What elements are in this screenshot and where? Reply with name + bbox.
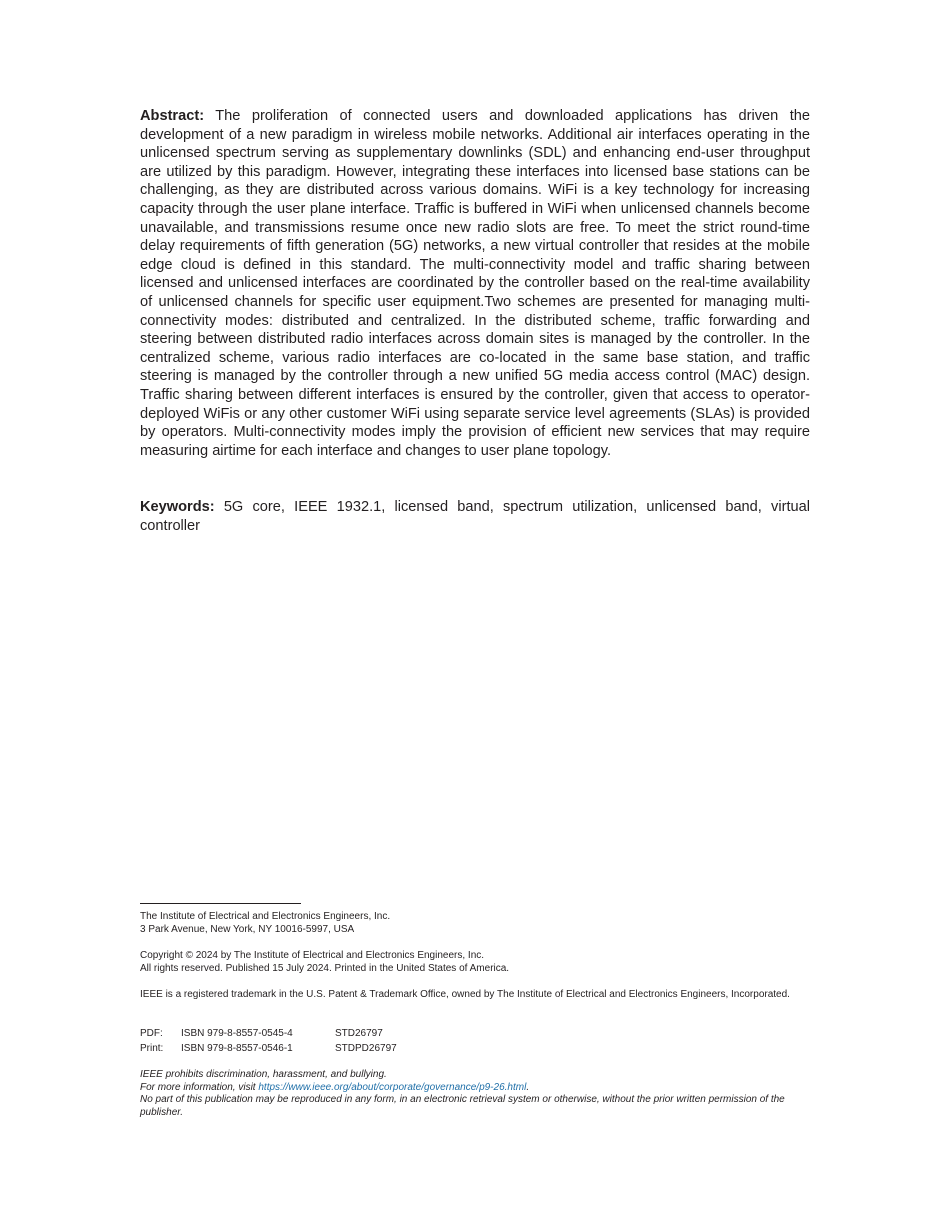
abstract-label: Abstract: (140, 108, 205, 124)
publisher-name: The Institute of Electrical and Electronics Engineers, Inc. (140, 911, 391, 922)
abstract-paragraph (140, 107, 810, 460)
isbn-code: STD26797 (335, 1028, 383, 1039)
trademark-notice: IEEE is a registered trademark in the U.S. Patent & Trademark Office, owned by The Institute of Electrical and Electronics Engineers, Incorporated. (140, 989, 790, 1000)
isbn-row-print (140, 1041, 397, 1056)
isbn-number: ISBN 979-8-8557-0546-1 (181, 1043, 293, 1055)
publisher-block (140, 911, 820, 936)
more-info-line (140, 1082, 820, 1095)
more-info-suffix: . (526, 1081, 530, 1093)
publisher-address: 3 Park Avenue, New York, NY 10016-5997, USA (140, 923, 355, 935)
isbn-block (140, 1026, 397, 1056)
harassment-policy: IEEE prohibits discrimination, harassment, and bullying. (140, 1069, 387, 1080)
copyright-block (140, 950, 820, 975)
isbn-row-pdf (140, 1026, 397, 1041)
legal-notice (140, 1069, 820, 1119)
rights-line: All rights reserved. Published 15 July 2024. Printed in the United States of America. (140, 962, 510, 974)
abstract-text: The proliferation of connected users and downloaded applications has driven the development of a new paradigm in wireless mobile networks. Additional air interfaces operating in the unlicensed spectrum serving as supplementary downlinks (SDL) and enhancing end-user throughput are utilized by this paradigm. However, integrating these interfaces into licensed base stations can be challenging, as they are distributed across various domains. WiFi is a key technology for increasing capacity through the user plane interface. Traffic is buffered in WiFi when unlicensed channels become unavailable, and transmissions resume once new radio slots are free. To meet the strict round-time delay requirements of fifth generation (5G) networks, a new virtual controller that resides at the mobile edge cloud is defined in this standard. The multi-connectivity model and traffic sharing between licensed and unlicensed interfaces are coordinated by the controller based on the real-time availability of unlicensed channels for specific user equipment.Two schemes are presented for managing multi-connectivity modes: distributed and centralized. In the distributed scheme, traffic forwarding and steering between distributed radio interfaces across domain sites is managed by the controller. In the centralized scheme, various radio interfaces are co-located in the same base station, and traffic steering is managed by the controller through a new unified 5G media access control (MAC) design. Traffic sharing between different interfaces is ensured by the controller, given that access to operator-deployed WiFis or any other customer WiFi using separate service level agreements (SLAs) is provided by operators. Multi-connectivity modes imply the provision of efficient new services that may require measuring airtime for each interface and changes to user plane topology. (140, 108, 810, 459)
isbn-code: STDPD26797 (335, 1043, 397, 1055)
copyright-line: Copyright © 2024 by The Institute of Electrical and Electronics Engineers, Inc. (140, 950, 485, 961)
more-info-prefix: For more information, visit (140, 1081, 259, 1093)
reproduction-notice: No part of this publication may be reproduced in any form, in an electronic retrieval system or otherwise, without the prior written permission of the publisher. (140, 1094, 785, 1118)
keywords-text: 5G core, IEEE 1932.1, licensed band, spectrum utilization, unlicensed band, virtual controller (140, 499, 810, 534)
policy-link[interactable]: https://www.ieee.org/about/corporate/governance/p9-26.html (258, 1081, 527, 1093)
footnote-divider (140, 903, 301, 904)
isbn-format: Print: (140, 1043, 164, 1055)
keywords-paragraph (140, 498, 810, 535)
isbn-number: ISBN 979-8-8557-0545-4 (181, 1028, 293, 1039)
isbn-format: PDF: (140, 1028, 163, 1039)
keywords-label: Keywords: (140, 499, 215, 515)
